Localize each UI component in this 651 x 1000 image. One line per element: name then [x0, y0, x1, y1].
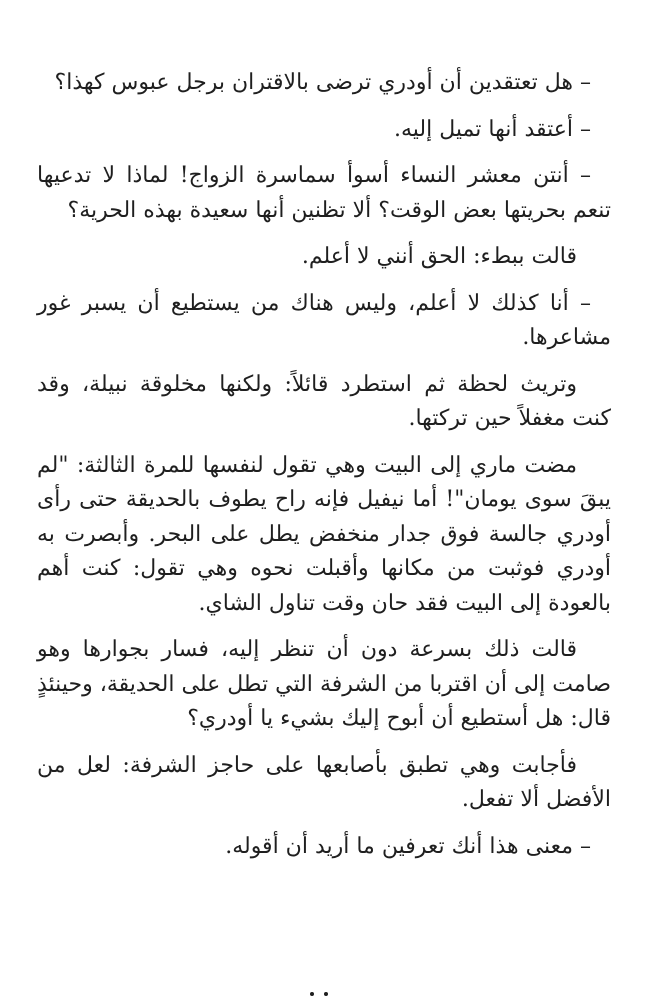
glyph-dot [310, 992, 314, 996]
paragraph: – أعتقد أنها تميل إليه. [394, 116, 591, 142]
paragraph: – هل تعتقدين أن أودري ترضى بالاقتران برجل عبوس كهذا؟ [54, 70, 591, 95]
paragraph: – أنتن معشر النساء أسوأ سماسرة الزواج! لماذا لا تدعيها تنعم بحريتها بعض الوقت؟ ألا تظنين أنها سعيدة بهذه الحرية؟ [37, 163, 611, 223]
cut-off-text-fragment [300, 986, 340, 1000]
paragraph: قالت ذلك بسرعة دون أن تنظر إليه، فسار بجوارها وهو صامت إلى أن اقتربا من الشرفة التي تطل على الحديقة، وحينئذٍ قال: هل أستطيع أن أبوح إليك بشيء يا أودري؟ [37, 637, 611, 731]
glyph-dot [324, 992, 328, 996]
paragraph: فأجابت وهي تطبق بأصابعها على حاجز الشرفة: لعل من الأفضل ألا تفعل. [37, 752, 611, 812]
paragraph: – معنى هذا أنك تعرفين ما أريد أن أقوله. [225, 833, 591, 859]
paragraph: – أنا كذلك لا أعلم، وليس هناك من يستطيع أن يسبر غور مشاعرها. [37, 290, 611, 350]
page-text [37, 66, 611, 876]
paragraph: وتريث لحظة ثم استطرد قائلاً: ولكنها مخلوقة نبيلة، وقد كنت مغفلاً حين تركتها. [37, 371, 611, 431]
paragraph: مضت ماري إلى البيت وهي تقول لنفسها للمرة الثالثة: "لم يبقَ سوى يومان"! أما نيفيل فإنه راح يطوف بالحديقة حتى رأى أودري جالسة فوق جدار منخفض يطل على البحر. وأبصرت به أودري فوثبت من مكانها وأقبلت نحوه وهي تقول: كنت أهم بالعودة إلى البيت فقد حان وقت تناول الشاي. [37, 452, 611, 616]
paragraph: قالت ببطء: الحق أنني لا أعلم. [301, 244, 577, 269]
